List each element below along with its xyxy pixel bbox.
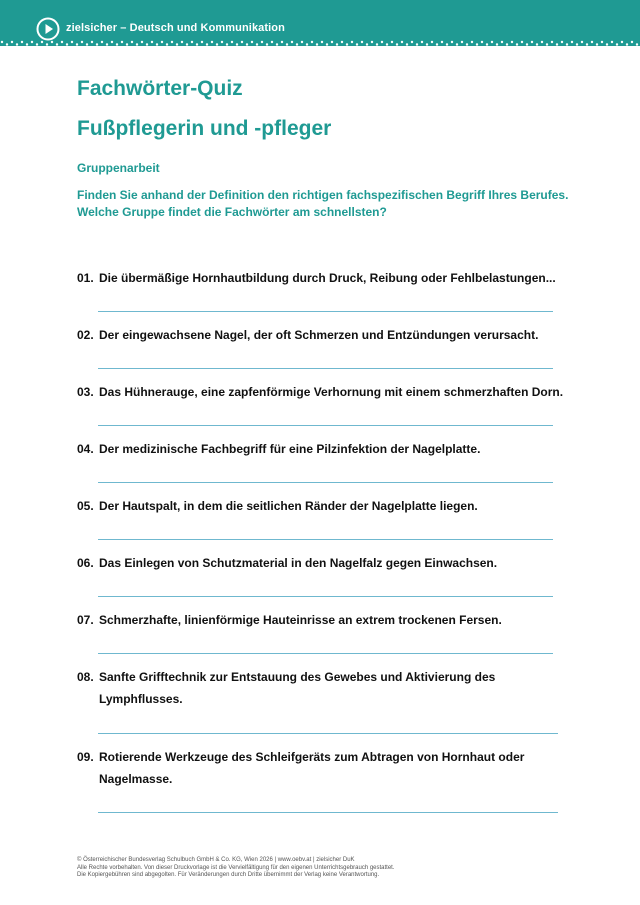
question-number: 05.	[77, 499, 94, 513]
question-text: Rotierende Werkzeuge des Schleifgeräts zum Abtragen von Hornhaut oder Nagelmasse.	[99, 750, 525, 786]
play-icon	[36, 17, 60, 41]
brand-name: zielsicher – Deutsch und Kommunikation	[66, 22, 285, 34]
instructions: Finden Sie anhand der Definition den richtigen fachspezifischen Begriff Ihres Berufes. Welche Gruppe findet die Fachwörter am schnellsten?	[77, 188, 569, 219]
question-text: Das Einlegen von Schutzmaterial in den Nagelfalz gegen Einwachsen.	[99, 556, 498, 570]
footer-copyright: © Österreichischer Bundesverlag Schulbuch GmbH & Co. KG, Wien 2026 | www.oebv.at | zielsicher DuK	[77, 857, 355, 863]
question-text: Der medizinische Fachbegriff für eine Pilzinfektion der Nagelplatte.	[99, 442, 481, 456]
question-text: Die übermäßige Hornhautbildung durch Druck, Reibung oder Fehlbelastungen...	[99, 271, 556, 285]
answer-line[interactable]	[98, 482, 553, 483]
question-number: 02.	[77, 328, 94, 342]
question-number: 07.	[77, 613, 94, 627]
answer-line[interactable]	[98, 539, 553, 540]
section-label: Gruppenarbeit	[77, 161, 160, 175]
question-number: 09.	[77, 750, 94, 764]
question-text: Schmerzhafte, linienförmige Hauteinrisse an extrem trockenen Fersen.	[99, 613, 502, 627]
question-number: 01.	[77, 271, 94, 285]
header-dotted-edge	[0, 40, 640, 48]
question-number: 04.	[77, 442, 94, 456]
footer-fees: Die Kopiergebühren sind abgegolten. Für Veränderungen durch Dritte übernimmt der Verlag keine Verantwortung.	[77, 872, 380, 878]
question-number: 08.	[77, 670, 94, 684]
answer-line[interactable]	[98, 812, 558, 813]
footer-rights: Alle Rechte vorbehalten. Von dieser Druckvorlage ist die Vervielfältigung für den eigenen Unterrichtsgebrauch gestattet.	[77, 864, 395, 871]
answer-line[interactable]	[98, 596, 553, 597]
question-text: Der Hautspalt, in dem die seitlichen Ränder der Nagelplatte liegen.	[99, 499, 478, 513]
answer-line[interactable]	[98, 311, 553, 312]
answer-line[interactable]	[98, 425, 553, 426]
question-number: 06.	[77, 556, 94, 570]
answer-line[interactable]	[98, 733, 558, 734]
page-subtitle: Fußpflegerin und -pfleger	[77, 117, 332, 140]
answer-line[interactable]	[98, 368, 553, 369]
answer-line[interactable]	[98, 653, 553, 654]
footer	[77, 857, 577, 880]
question-text: Sanfte Grifftechnik zur Entstauung des Gewebes und Aktivierung des Lymphflusses.	[99, 670, 496, 706]
question-text: Der eingewachsene Nagel, der oft Schmerzen und Entzündungen verursacht.	[99, 328, 539, 342]
page-title: Fachwörter-Quiz	[77, 77, 243, 100]
question-number: 03.	[77, 385, 94, 399]
question-text: Das Hühnerauge, eine zapfenförmige Verhornung mit einem schmerzhaften Dorn.	[99, 385, 564, 399]
